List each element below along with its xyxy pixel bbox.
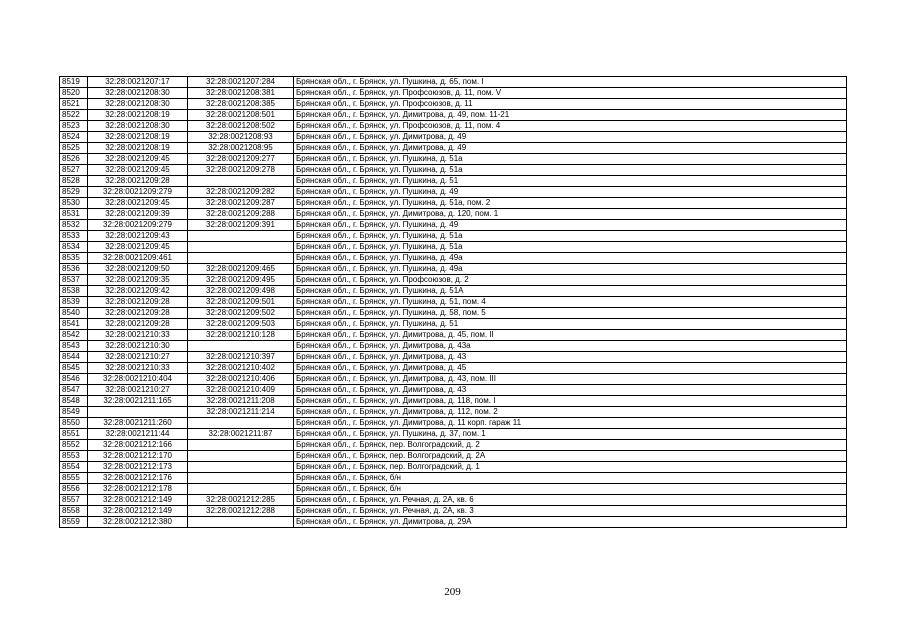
cell-object-number: 32:28:0021212:285 — [188, 495, 294, 506]
cell-row-number: 8551 — [60, 429, 88, 440]
cell-row-number: 8542 — [60, 330, 88, 341]
cell-row-number: 8524 — [60, 132, 88, 143]
cell-row-number: 8532 — [60, 220, 88, 231]
cell-address: Брянская обл., г. Брянск, ул. Пушкина, д. 51а, пом. 2 — [294, 198, 847, 209]
cell-parcel-number: 32:28:0021212:178 — [88, 484, 188, 495]
cell-row-number: 8544 — [60, 352, 88, 363]
table-row — [60, 187, 847, 198]
cell-address: Брянская обл., г. Брянск, ул. Пушкина, д. 49а — [294, 264, 847, 275]
table-row — [60, 396, 847, 407]
cell-row-number: 8529 — [60, 187, 88, 198]
cell-address: Брянская обл., г. Брянск, ул. Димитрова, д. 43 — [294, 385, 847, 396]
cell-parcel-number: 32:28:0021209:28 — [88, 176, 188, 187]
cell-row-number: 8530 — [60, 198, 88, 209]
cell-parcel-number: 32:28:0021209:45 — [88, 198, 188, 209]
cell-object-number — [188, 440, 294, 451]
cell-parcel-number: 32:28:0021212:173 — [88, 462, 188, 473]
cell-address: Брянская обл., г. Брянск, ул. Пушкина, д. 37, пом. 1 — [294, 429, 847, 440]
cell-address: Брянская обл., г. Брянск, ул. Димитрова, д. 112, пом. 2 — [294, 407, 847, 418]
cell-parcel-number: 32:28:0021212:149 — [88, 495, 188, 506]
table-row — [60, 429, 847, 440]
table-row — [60, 517, 847, 528]
table-row — [60, 462, 847, 473]
cell-address: Брянская обл., г. Брянск, ул. Профсоюзов, д. 11, пом. V — [294, 88, 847, 99]
table-row — [60, 264, 847, 275]
cell-row-number: 8521 — [60, 99, 88, 110]
cell-parcel-number: 32:28:0021209:461 — [88, 253, 188, 264]
cell-row-number: 8554 — [60, 462, 88, 473]
cell-address: Брянская обл., г. Брянск, ул. Димитрова, д. 29А — [294, 517, 847, 528]
cell-parcel-number: 32:28:0021212:149 — [88, 506, 188, 517]
cell-row-number: 8543 — [60, 341, 88, 352]
cell-object-number — [188, 242, 294, 253]
table-row — [60, 506, 847, 517]
cell-object-number: 32:28:0021209:288 — [188, 209, 294, 220]
cell-object-number: 32:28:0021209:498 — [188, 286, 294, 297]
cell-object-number: 32:28:0021209:391 — [188, 220, 294, 231]
cell-object-number — [188, 484, 294, 495]
cell-address: Брянская обл., г. Брянск, ул. Пушкина, д. 51А — [294, 286, 847, 297]
cell-object-number — [188, 253, 294, 264]
cell-address: Брянская обл., г. Брянск, ул. Димитрова, д. 11 корп. гараж 11 — [294, 418, 847, 429]
cell-parcel-number: 32:28:0021208:19 — [88, 110, 188, 121]
cell-address: Брянская обл., г. Брянск, ул. Димитрова, д. 43 — [294, 352, 847, 363]
cell-object-number: 32:28:0021210:402 — [188, 363, 294, 374]
table-row — [60, 275, 847, 286]
cell-parcel-number: 32:28:0021208:19 — [88, 143, 188, 154]
cell-object-number: 32:28:0021209:501 — [188, 297, 294, 308]
cell-object-number: 32:28:0021208:95 — [188, 143, 294, 154]
cell-address: Брянская обл., г. Брянск, ул. Речная, д. 2А, кв. 6 — [294, 495, 847, 506]
table-body — [60, 77, 847, 528]
cell-row-number: 8550 — [60, 418, 88, 429]
cell-row-number: 8526 — [60, 154, 88, 165]
cell-parcel-number: 32:28:0021208:30 — [88, 99, 188, 110]
cell-row-number: 8559 — [60, 517, 88, 528]
cell-object-number: 32:28:0021211:214 — [188, 407, 294, 418]
cell-parcel-number: 32:28:0021209:279 — [88, 187, 188, 198]
cell-address: Брянская обл., г. Брянск, ул. Пушкина, д. 49а — [294, 253, 847, 264]
cell-object-number: 32:28:0021208:93 — [188, 132, 294, 143]
cell-object-number — [188, 462, 294, 473]
cell-address: Брянская обл., г. Брянск, ул. Профсоюзов, д. 11, пом. 4 — [294, 121, 847, 132]
cell-parcel-number: 32:28:0021209:28 — [88, 297, 188, 308]
table-row — [60, 308, 847, 319]
cell-parcel-number: 32:28:0021209:279 — [88, 220, 188, 231]
cell-object-number: 32:28:0021212:288 — [188, 506, 294, 517]
cell-address: Брянская обл., г. Брянск, ул. Пушкина, д. 51 — [294, 319, 847, 330]
cell-object-number — [188, 176, 294, 187]
cell-object-number — [188, 517, 294, 528]
cell-row-number: 8545 — [60, 363, 88, 374]
cell-parcel-number: 32:28:0021210:33 — [88, 363, 188, 374]
table-row — [60, 253, 847, 264]
cell-row-number: 8519 — [60, 77, 88, 88]
cell-address: Брянская обл., г. Брянск, ул. Пушкина, д. 65, пом. I — [294, 77, 847, 88]
cell-address: Брянская обл., г. Брянск, ул. Димитрова, д. 49, пом. 11-21 — [294, 110, 847, 121]
cell-address: Брянская обл., г. Брянск, ул. Димитрова, д. 43а — [294, 341, 847, 352]
table-row — [60, 77, 847, 88]
cell-parcel-number: 32:28:0021209:45 — [88, 154, 188, 165]
cell-parcel-number: 32:28:0021212:176 — [88, 473, 188, 484]
cell-row-number: 8538 — [60, 286, 88, 297]
cell-parcel-number: 32:28:0021212:170 — [88, 451, 188, 462]
cell-address: Брянская обл., г. Брянск, пер. Волгоградский, д. 1 — [294, 462, 847, 473]
cell-row-number: 8556 — [60, 484, 88, 495]
cell-row-number: 8525 — [60, 143, 88, 154]
cell-parcel-number: 32:28:0021209:45 — [88, 242, 188, 253]
cell-object-number — [188, 418, 294, 429]
cell-object-number: 32:28:0021211:87 — [188, 429, 294, 440]
cell-address: Брянская обл., г. Брянск, ул. Димитрова, д. 49 — [294, 132, 847, 143]
cell-parcel-number: 32:28:0021208:19 — [88, 132, 188, 143]
cell-object-number: 32:28:0021208:502 — [188, 121, 294, 132]
cell-address: Брянская обл., г. Брянск, б/н — [294, 473, 847, 484]
cell-address: Брянская обл., г. Брянск, ул. Пушкина, д. 51а — [294, 154, 847, 165]
cell-address: Брянская обл., г. Брянск, пер. Волгоградский, д. 2А — [294, 451, 847, 462]
table-row — [60, 385, 847, 396]
cell-parcel-number: 32:28:0021211:165 — [88, 396, 188, 407]
cell-row-number: 8557 — [60, 495, 88, 506]
cell-row-number: 8531 — [60, 209, 88, 220]
table-row — [60, 440, 847, 451]
cell-row-number: 8539 — [60, 297, 88, 308]
cell-address: Брянская обл., г. Брянск, ул. Пушкина, д. 49 — [294, 220, 847, 231]
cell-parcel-number: 32:28:0021208:30 — [88, 121, 188, 132]
cell-object-number: 32:28:0021209:465 — [188, 264, 294, 275]
cell-address: Брянская обл., г. Брянск, ул. Димитрова, д. 120, пом. 1 — [294, 209, 847, 220]
cell-object-number: 32:28:0021211:208 — [188, 396, 294, 407]
cell-parcel-number: 32:28:0021209:43 — [88, 231, 188, 242]
table-row — [60, 330, 847, 341]
table-row — [60, 286, 847, 297]
table-row — [60, 176, 847, 187]
cell-object-number: 32:28:0021208:501 — [188, 110, 294, 121]
table-row — [60, 319, 847, 330]
cell-object-number: 32:28:0021209:287 — [188, 198, 294, 209]
table-row — [60, 297, 847, 308]
cell-object-number — [188, 451, 294, 462]
table-row — [60, 99, 847, 110]
cell-row-number: 8520 — [60, 88, 88, 99]
cell-row-number: 8541 — [60, 319, 88, 330]
cadastral-table — [59, 76, 847, 528]
cell-parcel-number: 32:28:0021209:42 — [88, 286, 188, 297]
cell-parcel-number: 32:28:0021210:27 — [88, 385, 188, 396]
cell-row-number: 8527 — [60, 165, 88, 176]
cell-address: Брянская обл., г. Брянск, ул. Димитрова, д. 43, пом. III — [294, 374, 847, 385]
cell-address: Брянская обл., г. Брянск, ул. Пушкина, д. 51а — [294, 165, 847, 176]
cell-object-number: 32:28:0021207:284 — [188, 77, 294, 88]
cell-address: Брянская обл., г. Брянск, ул. Пушкина, д. 49 — [294, 187, 847, 198]
cell-object-number: 32:28:0021210:406 — [188, 374, 294, 385]
cell-object-number: 32:28:0021209:278 — [188, 165, 294, 176]
cell-row-number: 8534 — [60, 242, 88, 253]
table-row — [60, 495, 847, 506]
cell-row-number: 8549 — [60, 407, 88, 418]
cell-object-number — [188, 341, 294, 352]
cell-address: Брянская обл., г. Брянск, ул. Пушкина, д. 51а — [294, 231, 847, 242]
cell-parcel-number: 32:28:0021211:260 — [88, 418, 188, 429]
cell-row-number: 8547 — [60, 385, 88, 396]
table-row — [60, 198, 847, 209]
table-row — [60, 451, 847, 462]
cell-address: Брянская обл., г. Брянск, ул. Пушкина, д. 51а — [294, 242, 847, 253]
cell-address: Брянская обл., г. Брянск, ул. Димитрова, д. 49 — [294, 143, 847, 154]
cell-parcel-number: 32:28:0021212:380 — [88, 517, 188, 528]
cell-address: Брянская обл., г. Брянск, пер. Волгоградский, д. 2 — [294, 440, 847, 451]
cell-row-number: 8546 — [60, 374, 88, 385]
table-row — [60, 209, 847, 220]
cell-object-number: 32:28:0021209:503 — [188, 319, 294, 330]
table-row — [60, 132, 847, 143]
table-row — [60, 352, 847, 363]
cell-object-number — [188, 231, 294, 242]
cell-address: Брянская обл., г. Брянск, ул. Пушкина, д. 51 — [294, 176, 847, 187]
cell-object-number: 32:28:0021209:277 — [188, 154, 294, 165]
table-row — [60, 121, 847, 132]
table-row — [60, 143, 847, 154]
cell-row-number: 8522 — [60, 110, 88, 121]
table-row — [60, 407, 847, 418]
table-row — [60, 165, 847, 176]
cell-row-number: 8528 — [60, 176, 88, 187]
cell-row-number: 8552 — [60, 440, 88, 451]
cell-parcel-number: 32:28:0021212:166 — [88, 440, 188, 451]
cell-address: Брянская обл., г. Брянск, ул. Пушкина, д. 58, пом. 5 — [294, 308, 847, 319]
cell-parcel-number — [88, 407, 188, 418]
cell-parcel-number: 32:28:0021209:50 — [88, 264, 188, 275]
cell-row-number: 8540 — [60, 308, 88, 319]
cell-row-number: 8537 — [60, 275, 88, 286]
table-row — [60, 418, 847, 429]
cell-address: Брянская обл., г. Брянск, ул. Пушкина, д. 51, пом. 4 — [294, 297, 847, 308]
cell-address: Брянская обл., г. Брянск, б/н — [294, 484, 847, 495]
cell-address: Брянская обл., г. Брянск, ул. Профсоюзов, д. 2 — [294, 275, 847, 286]
cell-parcel-number: 32:28:0021208:30 — [88, 88, 188, 99]
table-row — [60, 374, 847, 385]
table-row — [60, 154, 847, 165]
cell-row-number: 8523 — [60, 121, 88, 132]
cell-object-number: 32:28:0021210:409 — [188, 385, 294, 396]
cell-parcel-number: 32:28:0021210:27 — [88, 352, 188, 363]
cell-row-number: 8553 — [60, 451, 88, 462]
cell-object-number: 32:28:0021210:397 — [188, 352, 294, 363]
cell-address: Брянская обл., г. Брянск, ул. Димитрова, д. 118, пом. I — [294, 396, 847, 407]
cell-address: Брянская обл., г. Брянск, ул. Димитрова, д. 45 — [294, 363, 847, 374]
table-row — [60, 88, 847, 99]
table-row — [60, 341, 847, 352]
cell-parcel-number: 32:28:0021207:17 — [88, 77, 188, 88]
cell-object-number: 32:28:0021210:128 — [188, 330, 294, 341]
table-row — [60, 363, 847, 374]
page-number: 209 — [444, 586, 461, 598]
cell-address: Брянская обл., г. Брянск, ул. Речная, д. 2А, кв. 3 — [294, 506, 847, 517]
cell-object-number: 32:28:0021209:495 — [188, 275, 294, 286]
cell-parcel-number: 32:28:0021209:45 — [88, 165, 188, 176]
cell-row-number: 8533 — [60, 231, 88, 242]
cell-parcel-number: 32:28:0021209:28 — [88, 308, 188, 319]
cell-parcel-number: 32:28:0021211:44 — [88, 429, 188, 440]
table-row — [60, 484, 847, 495]
table-row — [60, 231, 847, 242]
cell-parcel-number: 32:28:0021209:35 — [88, 275, 188, 286]
cell-row-number: 8535 — [60, 253, 88, 264]
cell-row-number: 8555 — [60, 473, 88, 484]
table-row — [60, 110, 847, 121]
cell-parcel-number: 32:28:0021210:30 — [88, 341, 188, 352]
cell-address: Брянская обл., г. Брянск, ул. Димитрова, д. 45, пом. II — [294, 330, 847, 341]
cell-address: Брянская обл., г. Брянск, ул. Профсоюзов, д. 11 — [294, 99, 847, 110]
cell-object-number: 32:28:0021208:385 — [188, 99, 294, 110]
cell-row-number: 8536 — [60, 264, 88, 275]
cell-object-number: 32:28:0021209:282 — [188, 187, 294, 198]
cell-row-number: 8558 — [60, 506, 88, 517]
cell-object-number: 32:28:0021208:381 — [188, 88, 294, 99]
table-row — [60, 473, 847, 484]
cell-parcel-number: 32:28:0021209:39 — [88, 209, 188, 220]
table-row — [60, 220, 847, 231]
cell-row-number: 8548 — [60, 396, 88, 407]
table-row — [60, 242, 847, 253]
cell-parcel-number: 32:28:0021210:33 — [88, 330, 188, 341]
cell-object-number — [188, 473, 294, 484]
cell-object-number: 32:28:0021209:502 — [188, 308, 294, 319]
cell-parcel-number: 32:28:0021210:404 — [88, 374, 188, 385]
cell-parcel-number: 32:28:0021209:28 — [88, 319, 188, 330]
